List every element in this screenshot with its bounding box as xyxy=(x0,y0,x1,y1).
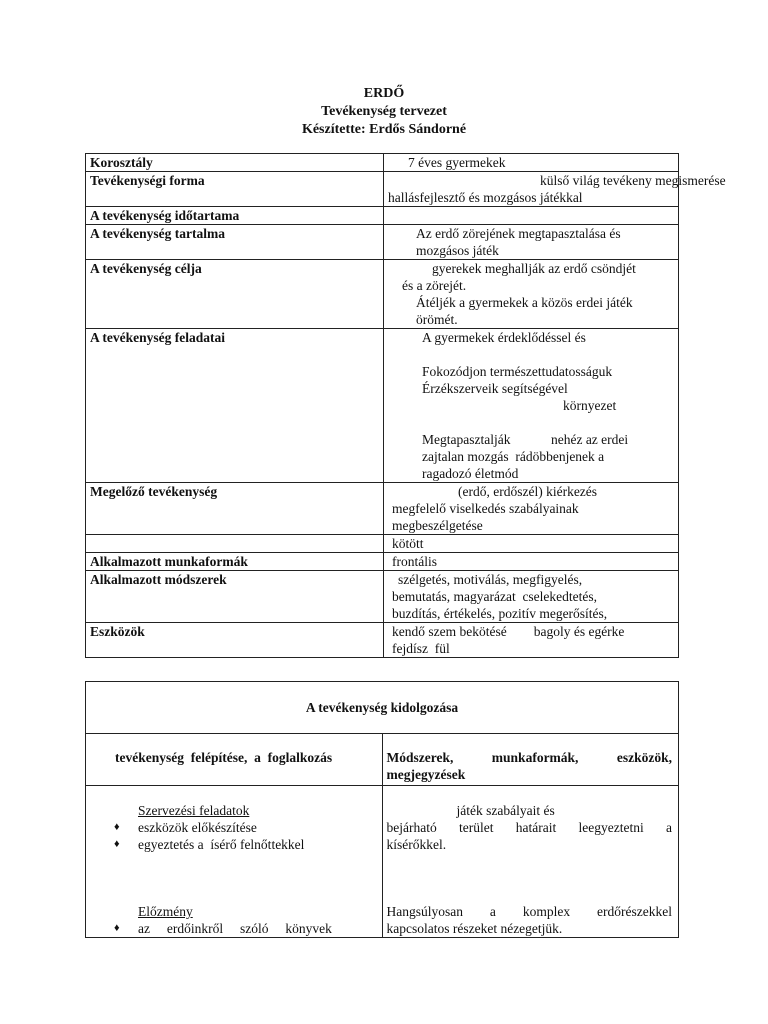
info-value-line: mozgásos játék xyxy=(416,243,499,258)
info-key: A tevékenység feladatai xyxy=(86,329,384,483)
info-table xyxy=(85,153,726,658)
document-subtitle: Tevékenység tervezet xyxy=(321,104,447,119)
info-value-line: kendő szem bekötésé bagoly és egérke xyxy=(392,624,625,639)
info-value-line: Fokozódjon természettudatosságuk xyxy=(422,364,613,379)
info-value xyxy=(384,207,679,225)
info-value-line: frontális xyxy=(392,554,437,569)
info-value-line: örömét. xyxy=(416,312,458,327)
info-key: A tevékenység tartalma xyxy=(86,225,384,260)
bullet-text: az erdőinkről szóló könyvek xyxy=(138,921,332,936)
info-row xyxy=(86,329,679,483)
info-value-line: Az erdő zörejének megtapasztalása és xyxy=(416,226,621,241)
info-row xyxy=(86,553,679,571)
info-value xyxy=(384,225,679,260)
info-key: A tevékenység célja xyxy=(86,260,384,329)
diamond-bullet-icon: ♦ xyxy=(114,821,120,833)
info-value xyxy=(384,154,679,172)
info-value-line: környezet xyxy=(563,398,617,413)
work-right-line: kísérőkkel. xyxy=(386,837,447,852)
info-value-line: kötött xyxy=(392,536,424,551)
info-value-line: Átéljék a gyermekek a közös erdei játék xyxy=(416,295,633,310)
info-key: Megelőző tevékenység xyxy=(86,483,384,535)
info-key: Tevékenységi forma xyxy=(86,172,384,207)
bullet-text: eszközök előkészítése xyxy=(138,820,257,835)
work-col-left-header xyxy=(86,734,383,786)
organizing-tasks-list xyxy=(86,819,378,853)
work-right-line: játék szabályait és xyxy=(456,803,555,818)
info-row xyxy=(86,260,679,329)
info-value-line: megfelelő viselkedés szabályainak xyxy=(392,501,579,516)
info-value-line: bemutatás, magyarázat cselekedtetés, xyxy=(392,589,598,604)
info-key: Eszközök xyxy=(86,623,384,658)
work-right-cell xyxy=(382,786,679,938)
info-value-line: megbeszélgetése xyxy=(392,518,483,533)
info-value xyxy=(384,623,679,658)
info-value-line: Érzékszerveik segítségével xyxy=(422,381,568,396)
work-right-line: bejárható terület határait leegyeztetni a xyxy=(386,820,672,835)
info-key: Alkalmazott munkaformák xyxy=(86,553,384,571)
info-value-line: külső világ tevékeny megismerése xyxy=(540,173,726,188)
info-value xyxy=(384,553,679,571)
info-row xyxy=(86,225,679,260)
info-value-line: 7 éves gyermekek xyxy=(408,155,506,170)
info-key: Korosztály xyxy=(86,154,384,172)
info-value xyxy=(384,172,726,207)
bullet-item xyxy=(86,836,378,853)
info-row xyxy=(86,623,679,658)
info-value-line xyxy=(388,346,674,363)
document-header xyxy=(0,85,768,139)
info-row xyxy=(86,172,679,207)
info-value-line: buzdítás, értékelés, pozitív megerősítés, xyxy=(392,606,608,621)
info-value-line: A gyermekek érdeklődéssel és xyxy=(422,330,586,345)
info-value xyxy=(384,329,679,483)
info-value xyxy=(384,260,679,329)
diamond-bullet-icon: ♦ xyxy=(114,922,120,934)
diamond-bullet-icon: ♦ xyxy=(114,838,120,850)
info-row xyxy=(86,483,679,535)
info-value-line: gyerekek meghallják az erdő csöndjét xyxy=(432,261,636,276)
info-value-line: ragadozó életmód xyxy=(422,466,519,481)
document-author: Készítette: Erdős Sándorné xyxy=(301,122,467,137)
info-key: Alkalmazott módszerek xyxy=(86,571,384,623)
work-right-line: kapcsolatos részeket nézegetjük. xyxy=(386,921,563,936)
work-table-title-cell xyxy=(86,682,679,734)
info-value-line: hallásfejlesztő és mozgásos játékkal xyxy=(388,190,583,205)
info-value-line: szélgetés, motiválás, megfigyelés, xyxy=(398,572,583,587)
info-row xyxy=(86,154,679,172)
bullet-item xyxy=(86,819,378,836)
info-value-line xyxy=(388,414,674,431)
work-table-title: A tevékenység kidolgozása xyxy=(305,700,459,715)
info-value xyxy=(384,483,679,535)
organizing-tasks-heading: Szervezési feladatok xyxy=(138,803,250,818)
info-value-line: és a zörejét. xyxy=(402,278,467,293)
info-row xyxy=(86,207,679,225)
info-value-line: zajtalan mozgás rádöbbenjenek a xyxy=(422,449,605,464)
info-value-line: Megtapasztalják nehéz az erdei xyxy=(422,432,629,447)
work-table xyxy=(85,681,679,938)
antecedent-list xyxy=(86,920,378,937)
info-row xyxy=(86,571,679,623)
document-title: ERDŐ xyxy=(363,86,405,101)
work-left-cell xyxy=(86,786,383,938)
bullet-text: egyeztetés a ísérő felnőttekkel xyxy=(138,837,305,852)
info-key: A tevékenység időtartama xyxy=(86,207,384,225)
work-col-right-label-1: Módszerek, munkaformák, eszközök, xyxy=(386,750,672,765)
info-value-line: fejdísz fül xyxy=(392,641,450,656)
work-right-line: Hangsúlyosan a komplex erdőrészekkel xyxy=(386,904,672,919)
info-value-line: (erdő, erdőszél) kiérkezés xyxy=(458,484,598,499)
info-value xyxy=(384,535,679,553)
work-col-left-label: tevékenység felépítése, a foglalkozás xyxy=(115,750,333,765)
work-col-right-header xyxy=(382,734,679,786)
work-col-right-label-2: megjegyzések xyxy=(386,767,466,782)
info-value xyxy=(384,571,679,623)
bullet-item xyxy=(86,920,378,937)
antecedent-heading: Előzmény xyxy=(138,904,193,919)
info-row xyxy=(86,535,679,553)
info-key xyxy=(86,535,384,553)
